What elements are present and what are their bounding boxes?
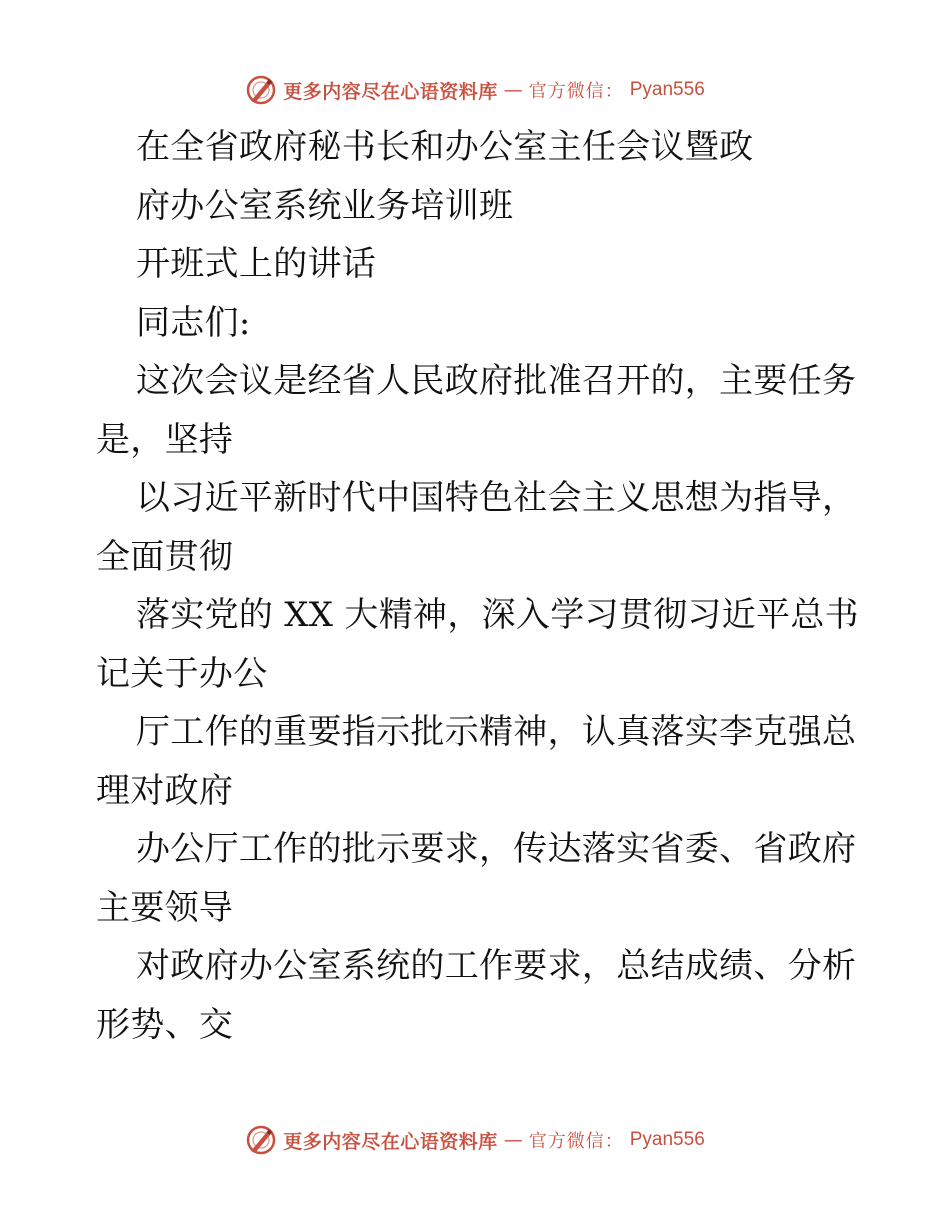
body-line: 对政府办公室系统的工作要求，总结成绩、分析 [136,946,857,986]
body-line: 是，坚持 [96,419,234,460]
watermark-wechat-label: 官方微信： [528,1131,624,1152]
body-line: 理对政府 [96,770,234,811]
body-line: 办公厅工作的批示要求，传达落实省委、省政府 [136,829,857,869]
body-line: 这次会议是经省人民政府批准召开的，主要任务 [136,361,857,401]
watermark-wechat-id: Pyan556 [629,1129,705,1150]
body-line: 记关于办公 [96,653,268,694]
body-line: 同志们: [136,302,251,343]
watermark-wechat-id: Pyan556 [629,79,705,100]
document-body [96,118,859,1054]
header-watermark [0,72,950,108]
body-line: 主要领导 [96,887,234,928]
watermark-text: 更多内容尽在心语资料库 [283,1130,498,1153]
body-line: 府办公室系统业务培训班 [136,185,514,226]
footer-watermark [0,1122,950,1158]
body-line: 全面贯彻 [96,536,234,577]
pen-logo-icon [245,1124,277,1156]
body-line: 落实党的 XX 大精神，深入学习贯彻习近平总书 [136,595,859,635]
body-line: 厅工作的重要指示批示精神，认真落实李克强总 [136,712,857,752]
pen-logo-icon [245,74,277,106]
watermark-dash: — [503,1129,523,1151]
watermark-wechat-label: 官方微信： [528,81,624,102]
body-line: 以习近平新时代中国特色社会主义思想为指导， [136,478,857,518]
body-line: 开班式上的讲话 [136,244,377,284]
body-line: 在全省政府秘书长和办公室主任会议暨政 [136,127,754,167]
watermark-dash: — [503,79,523,101]
watermark-text: 更多内容尽在心语资料库 [283,80,498,103]
body-line: 形势、交 [96,1004,234,1045]
